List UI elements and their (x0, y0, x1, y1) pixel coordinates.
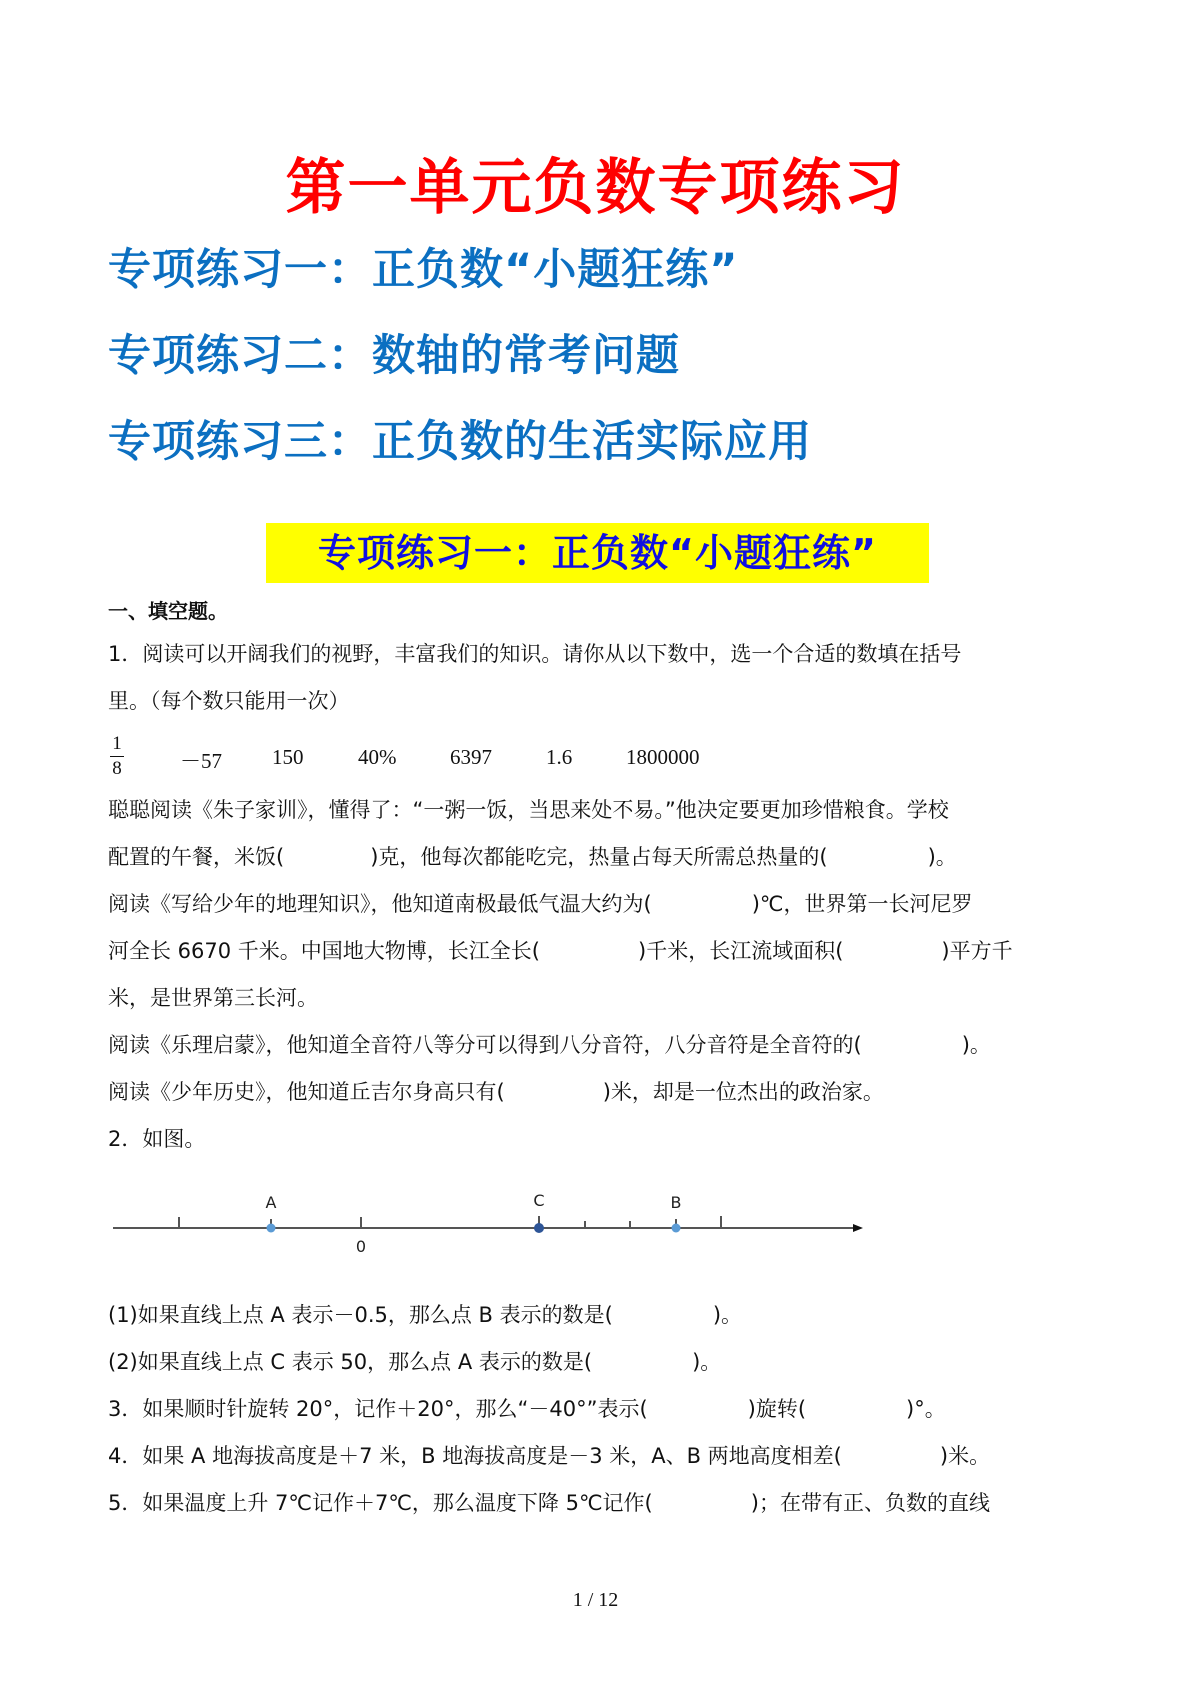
q1-paragraph-2-line-3: 米，是世界第三长河。 (108, 986, 318, 1010)
choice-number: 150 (272, 745, 304, 769)
number-choices (108, 733, 808, 783)
svg-text:0: 0 (355, 1237, 367, 1256)
choice-number: 1.6 (546, 745, 573, 769)
number-line-figure (108, 1180, 868, 1260)
toc-item-3: 专项练习三：正负数的生活实际应用 (108, 417, 812, 467)
choice-number: 1800000 (626, 745, 700, 769)
svg-text:B: B (670, 1193, 682, 1212)
fraction-one-eighth: 1 8 (108, 733, 126, 780)
svg-text:A: A (265, 1193, 277, 1212)
q2-stem: 2．如图。 (108, 1127, 206, 1151)
point-b (672, 1224, 681, 1233)
q1-paragraph-1-line-2: 配置的午餐，米饭( )克，他每次都能吃完，热量占每天所需总热量的( )。 (108, 845, 957, 869)
q4: 4．如果 A 地海拔高度是＋7 米，B 地海拔高度是－3 米，A、B 两地高度相差( )米。 (108, 1444, 991, 1468)
q1-paragraph-1-line-1: 聪聪阅读《朱子家训》，懂得了：“一粥一饭，当思来处不易。”他决定要更加珍惜粮食。学校 (108, 798, 949, 822)
toc-item-2: 专项练习二：数轴的常考问题 (108, 331, 680, 381)
q3: 3．如果顺时针旋转 20°，记作＋20°，那么“－40°”表示( )旋转( )°。 (108, 1397, 946, 1421)
q2-sub-1: (1)如果直线上点 A 表示－0.5，那么点 B 表示的数是( )。 (108, 1303, 743, 1327)
part-heading: 一、填空题。 (108, 599, 228, 623)
section-banner: 专项练习一：正负数“小题狂练” (266, 523, 929, 583)
choice-number: －57 (180, 749, 222, 773)
choice-number: 6397 (450, 745, 492, 769)
q1-line-2: 里。（每个数只能用一次） (108, 689, 350, 713)
point-a (267, 1224, 276, 1233)
q1-paragraph-4: 阅读《少年历史》，他知道丘吉尔身高只有( )米，却是一位杰出的政治家。 (108, 1080, 884, 1104)
q2-sub-2: (2)如果直线上点 C 表示 50，那么点 A 表示的数是( )。 (108, 1350, 722, 1374)
q1-paragraph-2-line-2: 河全长 6670 千米。中国地大物博，长江全长( )千米，长江流域面积( )平方千 (108, 939, 1013, 963)
q1-line-1: 1．阅读可以开阔我们的视野，丰富我们的知识。请你从以下数中，选一个合适的数填在括号 (108, 642, 962, 666)
toc-item-1: 专项练习一：正负数“小题狂练” (108, 245, 739, 295)
svg-text:C: C (533, 1191, 545, 1210)
q1-paragraph-2-line-1: 阅读《写给少年的地理知识》，他知道南极最低气温大约为( )℃，世界第一长河尼罗 (108, 892, 973, 916)
arrow-right-icon (853, 1224, 863, 1232)
choice-number: 40% (358, 745, 397, 769)
number-line-svg (108, 1180, 868, 1260)
point-c (534, 1223, 544, 1233)
page-number: 1 / 12 (572, 1589, 619, 1611)
q5: 5．如果温度上升 7℃记作＋7℃，那么温度下降 5℃记作( )；在带有正、负数的直线 (108, 1491, 990, 1515)
document-title: 第一单元负数专项练习 (285, 153, 906, 223)
q1-paragraph-3: 阅读《乐理启蒙》，他知道全音符八等分可以得到八分音符，八分音符是全音符的( )。 (108, 1033, 991, 1057)
